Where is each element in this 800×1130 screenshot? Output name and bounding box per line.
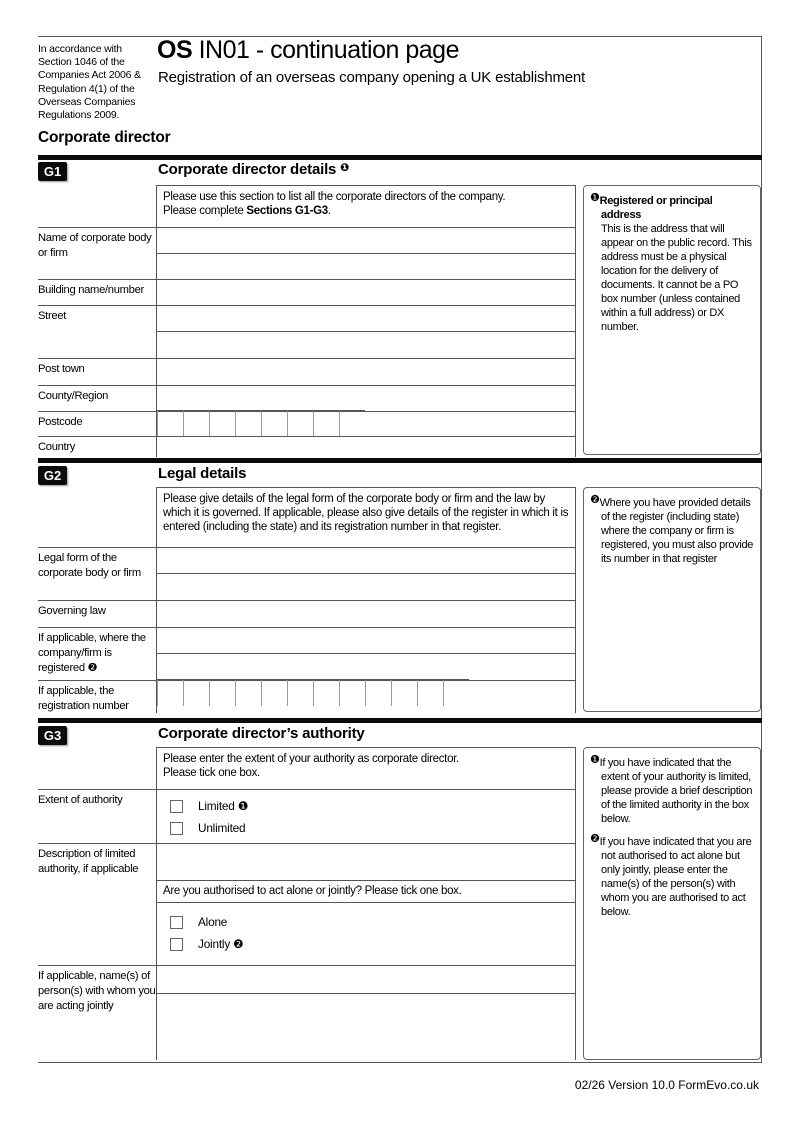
g1-intro-line2: Please complete Sections G1-G3. <box>163 205 331 217</box>
form-title <box>157 36 459 65</box>
g1-postcode-cells[interactable] <box>157 410 365 436</box>
g1-intro-line1: Please use this section to list all the corporate directors of the company. <box>163 191 506 203</box>
unlimited-checkbox[interactable] <box>170 822 183 835</box>
g2-where-registered-label: If applicable, where the company/firm is registered ❷ <box>38 632 146 675</box>
g1-country-label: Country <box>38 441 76 453</box>
input-divider <box>156 902 576 903</box>
postcode-cell[interactable] <box>235 411 261 436</box>
g3-names-label: If applicable, name(s) of person(s) with whom you are acting jointly <box>38 970 156 1013</box>
g1-country-input[interactable] <box>157 437 575 456</box>
g1-post-town-input[interactable] <box>157 359 575 384</box>
jointly-checkbox[interactable] <box>170 938 183 951</box>
form-title-rest: IN01 - continuation page <box>192 36 459 64</box>
g2-legal-form-label: Legal form of the corporate body or firm <box>38 552 141 580</box>
g1-note-marker: ❶ <box>590 192 600 204</box>
g3-note-2-marker: ❷ <box>590 833 600 845</box>
form-title-code: OS <box>157 36 193 64</box>
g2-governing-law-input[interactable] <box>157 601 575 626</box>
limited-checkbox[interactable] <box>170 800 183 813</box>
section-heading: Corporate director <box>38 129 171 146</box>
g1-post-town-label: Post town <box>38 363 85 375</box>
postcode-cell[interactable] <box>313 411 339 436</box>
g1-name-input-1[interactable] <box>157 228 575 252</box>
registration-number-cell[interactable] <box>261 680 287 706</box>
registration-number-cell[interactable] <box>365 680 391 706</box>
row-divider <box>38 789 576 790</box>
g1-building-input[interactable] <box>157 280 575 304</box>
g2-registration-number-label: If applicable, the registration number <box>38 685 129 713</box>
g3-note-box <box>583 747 761 1060</box>
g1-postcode-label: Postcode <box>38 416 83 428</box>
g3-section-bar <box>38 718 762 723</box>
registration-number-cell[interactable] <box>157 680 183 706</box>
g3-description-input[interactable] <box>157 844 575 879</box>
g1-building-label: Building name/number <box>38 284 144 296</box>
g2-note-box <box>583 487 761 712</box>
limited-option-label: Limited ❶ <box>198 799 249 813</box>
registration-number-cell[interactable] <box>183 680 209 706</box>
g3-intro-line2: Please tick one box. <box>163 767 260 779</box>
g1-county-label: County/Region <box>38 390 109 402</box>
alone-checkbox[interactable] <box>170 916 183 929</box>
g1-note <box>590 191 755 334</box>
statutory-text: In accordance with Section 1046 of the Companies Act 2006 & Regulation 4(1) of the Overseas Companies Regulations 2009. <box>38 43 141 122</box>
registration-number-cell[interactable] <box>391 680 417 706</box>
g3-note-1-marker: ❶ <box>590 754 600 766</box>
g3-description-label: Description of limited authority, if applicable <box>38 848 139 876</box>
unlimited-option-label: Unlimited <box>198 821 246 835</box>
postcode-cell[interactable] <box>209 411 235 436</box>
g2-legal-form-input-2[interactable] <box>157 574 575 599</box>
postcode-cell[interactable] <box>339 411 365 436</box>
postcode-cell[interactable] <box>183 411 209 436</box>
g3-intro <box>163 752 571 780</box>
page-border-bottom <box>38 1062 762 1063</box>
registration-number-cell[interactable] <box>235 680 261 706</box>
g1-section-bar <box>38 155 762 160</box>
g1-field-top-line <box>156 185 576 186</box>
g3-names-input-1[interactable] <box>157 966 575 992</box>
registration-number-cell[interactable] <box>339 680 365 706</box>
registration-number-cell[interactable] <box>417 680 443 706</box>
g2-legal-form-input-1[interactable] <box>157 548 575 572</box>
page-border-right <box>761 36 762 1062</box>
g1-note-body: This is the address that will appear on the public record. This address must be a physical location for the delivery of documents. It cannot be a PO box number (unless contained within a full address) or DX number. <box>601 223 752 333</box>
postcode-cell[interactable] <box>287 411 313 436</box>
jointly-option-label: Jointly ❷ <box>198 937 244 951</box>
postcode-cell[interactable] <box>261 411 287 436</box>
g2-title: Legal details <box>158 465 247 482</box>
g3-note-2-body: If you have indicated that you are not authorised to act alone but only jointly, please enter the name(s) of the person(s) with whom you are authorised to act below. <box>599 836 752 918</box>
registration-number-cell[interactable] <box>287 680 313 706</box>
postcode-cell[interactable] <box>157 411 183 436</box>
g2-where-registered-input-1[interactable] <box>157 628 575 652</box>
g1-title-marker: ❶ <box>340 162 350 174</box>
g1-street-label: Street <box>38 310 67 322</box>
input-divider <box>156 880 576 881</box>
form-subtitle: Registration of an overseas company opening a UK establishment <box>158 69 586 86</box>
g3-title: Corporate director’s authority <box>158 725 365 742</box>
g1-field-right-line <box>575 185 576 457</box>
g3-note-1 <box>590 753 755 826</box>
g1-name-input-2[interactable] <box>157 254 575 278</box>
g1-street-input-2[interactable] <box>157 332 575 357</box>
g3-field-right-line <box>575 747 576 1060</box>
g3-badge: G3 <box>38 726 67 745</box>
footer-version-text: 02/26 Version 10.0 FormEvo.co.uk <box>574 1078 759 1092</box>
g3-question: Are you authorised to act alone or jointly? Please tick one box. <box>163 885 462 897</box>
g2-registration-number-cells[interactable] <box>157 679 469 706</box>
g3-field-top-line <box>156 747 576 748</box>
g2-note <box>590 493 755 566</box>
g3-note-1-body: If you have indicated that the extent of your authority is limited, please provide a brief description of the limited authority in the box below. <box>599 757 753 825</box>
g3-extent-label: Extent of authority <box>38 794 123 806</box>
g2-note-marker: ❷ <box>590 494 600 506</box>
g2-intro: Please give details of the legal form of the corporate body or firm and the law by which it is governed. If applicable, please also give details of the register in which it is entered (including the state) and its registration number in that register. <box>163 493 569 533</box>
g1-note-box <box>583 185 761 455</box>
g2-where-registered-input-2[interactable] <box>157 654 575 679</box>
registration-number-cell[interactable] <box>313 680 339 706</box>
g1-county-input[interactable] <box>157 386 575 410</box>
registration-number-cell[interactable] <box>209 680 235 706</box>
g1-note-title: Registered or principal address <box>599 195 713 221</box>
alone-option-label: Alone <box>198 915 228 929</box>
g2-section-bar <box>38 458 762 463</box>
g3-names-input-2[interactable] <box>157 994 575 1020</box>
g3-intro-line1: Please enter the extent of your authority as corporate director. <box>163 753 459 765</box>
g1-title: Corporate director details $^❶$ <box>158 161 350 178</box>
g3-note-2 <box>590 832 755 919</box>
g1-street-input-1[interactable] <box>157 306 575 330</box>
registration-number-cell[interactable] <box>443 680 469 706</box>
g2-governing-law-label: Governing law <box>38 605 106 617</box>
g2-field-top-line <box>156 487 576 488</box>
g2-note-body: Where you have provided details of the register (including state) where the company or firm is registered, you must also provide its number in that register <box>599 497 754 565</box>
g2-badge: G2 <box>38 466 67 485</box>
g1-badge: G1 <box>38 162 67 181</box>
g1-intro <box>163 190 571 218</box>
g1-name-label: Name of corporate body or firm <box>38 232 152 260</box>
